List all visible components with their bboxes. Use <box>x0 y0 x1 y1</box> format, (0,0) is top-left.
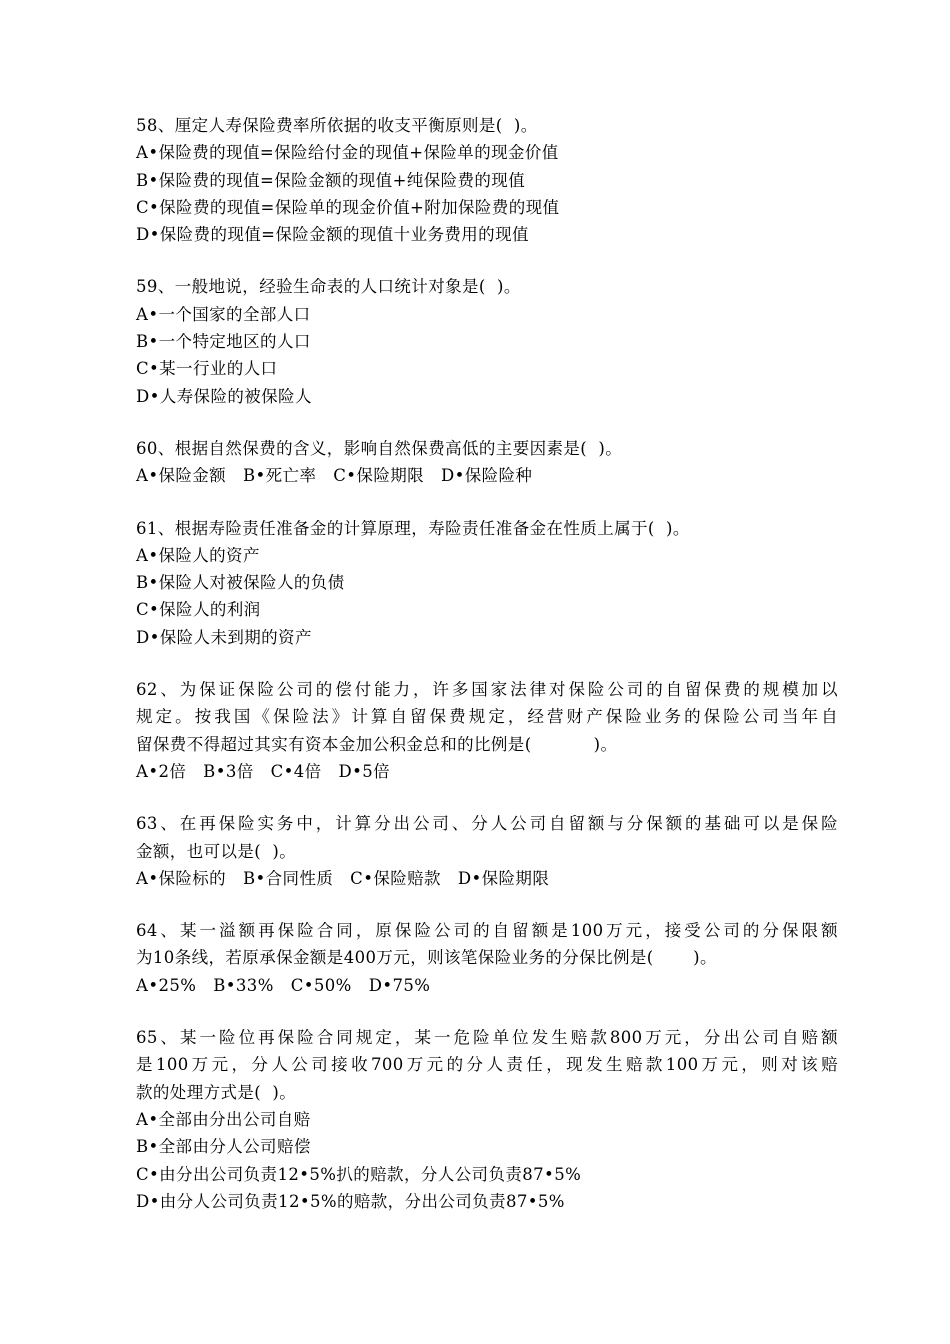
question-stem-line: 留保费不得超过其实有资本金加公积金总和的比例是( )。 <box>136 734 618 754</box>
option-a: A•保险人的资产 <box>136 545 260 565</box>
question-stem-line: 63、在再保险实务中，计算分出公司、分人公司自留额与分保额的基础可以是保险 <box>136 814 838 834</box>
question-stem-line: 规定。按我国《保险法》计算自留保费规定，经营财产保险业务的保险公司当年自 <box>136 707 838 727</box>
option-b: B•保险人对被保险人的负债 <box>136 573 345 593</box>
options-inline: A•25% B•33% C•50% D•75% <box>136 975 431 995</box>
question-stem-line: 59、一般地说，经验生命表的人口统计对象是( )。 <box>136 277 521 297</box>
question-60 <box>136 435 838 490</box>
options-inline: A•保险金额 B•死亡率 C•保险期限 D•保险险种 <box>136 466 533 486</box>
question-59 <box>136 273 838 409</box>
option-a: A•一个国家的全部人口 <box>136 304 311 324</box>
question-62 <box>136 676 838 785</box>
option-b: B•一个特定地区的人口 <box>136 332 311 352</box>
question-stem-line: 60、根据自然保费的含义，影响自然保费高低的主要因素是( )。 <box>136 438 623 458</box>
option-c: C•保险费的现值=保险单的现金价值+附加保险费的现值 <box>136 197 560 217</box>
option-a: A•全部由分出公司自赔 <box>136 1109 311 1129</box>
options-inline: A•2倍 B•3倍 C•4倍 D•5倍 <box>136 761 391 781</box>
option-d: D•保险费的现值=保险金额的现值十业务费用的现值 <box>136 225 529 245</box>
question-stem-line: 金额，也可以是( )。 <box>136 841 297 861</box>
question-61 <box>136 515 838 651</box>
options-inline: A•保险标的 B•合同性质 C•保险赔款 D•保险期限 <box>136 868 550 888</box>
question-stem-line: 65、某一险位再保险合同规定，某一危险单位发生赔款800万元，分出公司自赔额 <box>136 1028 838 1048</box>
option-c: C•某一行业的人口 <box>136 359 278 379</box>
question-stem-line: 58、厘定人寿保险费率所依据的收支平衡原则是( )。 <box>136 116 538 135</box>
question-65 <box>136 1024 838 1215</box>
option-d: D•由分人公司负责12•5%的赔款，分出公司负责87•5% <box>136 1191 565 1211</box>
question-stem-line: 为10条线，若原承保金额是400万元，则该笔保险业务的分保比例是( )。 <box>136 948 717 968</box>
option-d: D•人寿保险的被保险人 <box>136 386 312 406</box>
question-stem-line: 61、根据寿险责任准备金的计算原理，寿险责任准备金在性质上属于( )。 <box>136 518 690 538</box>
option-b: B•保险费的现值=保险金额的现值+纯保险费的现值 <box>136 170 526 190</box>
option-c: C•由分出公司负责12•5%扒的赔款，分人公司负责87•5% <box>136 1164 582 1184</box>
question-63 <box>136 810 838 892</box>
option-c: C•保险人的利润 <box>136 600 261 620</box>
option-b: B•全部由分人公司赔偿 <box>136 1137 311 1157</box>
document-page <box>136 112 838 1240</box>
question-58 <box>136 112 838 248</box>
question-stem-line: 62、为保证保险公司的偿付能力，许多国家法律对保险公司的自留保费的规模加以 <box>136 680 838 700</box>
question-64 <box>136 917 838 999</box>
question-stem-line: 款的处理方式是( )。 <box>136 1082 297 1102</box>
option-d: D•保险人未到期的资产 <box>136 627 312 647</box>
question-stem-line: 64、某一溢额再保险合同，原保险公司的自留额是100万元，接受公司的分保限额 <box>136 921 838 941</box>
option-a: A•保险费的现值=保险给付金的现值+保险单的现金价值 <box>136 143 559 163</box>
question-stem-line: 是100万元，分人公司接收700万元的分人责任，现发生赔款100万元，则对该赔 <box>136 1055 838 1075</box>
